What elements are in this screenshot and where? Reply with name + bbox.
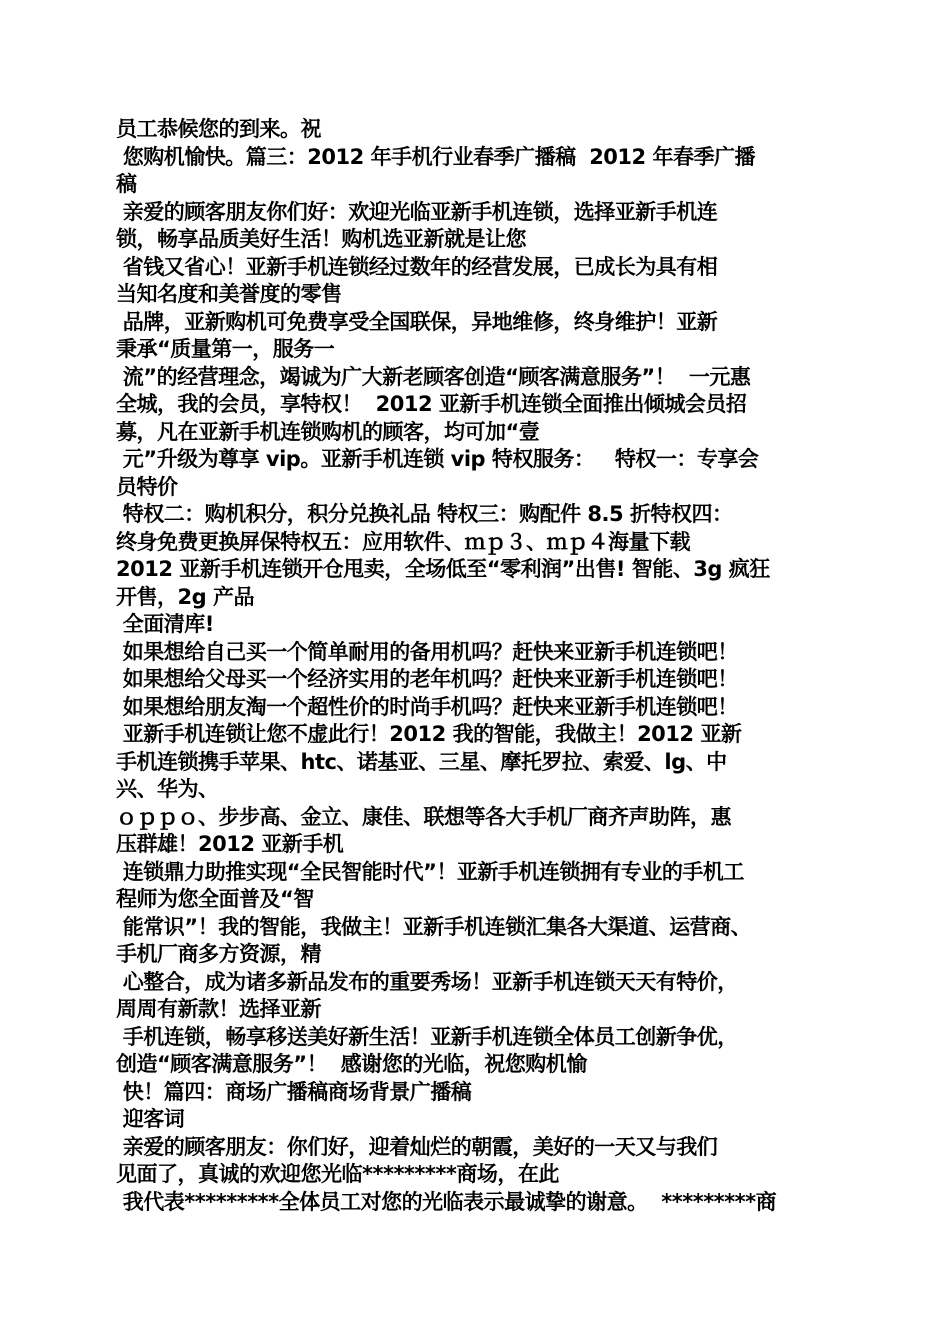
text-line: 如果想给朋友淘一个超性价的时尚手机吗？赶快来亚新手机连锁吧！ — [116, 694, 738, 719]
text-line: ｏｐｐｏ、步步高、金立、康佳、联想等各大手机厂商齐声助阵，惠 — [116, 804, 731, 829]
text-line: 手机连锁，畅享移送美好新生活！亚新手机连锁全体员工创新争优， — [116, 1024, 738, 1049]
text-line: 稿 — [116, 172, 137, 196]
text-line: 员工恭候您的到来。祝 — [116, 117, 321, 141]
text-line: 程师为您全面普及“智 — [116, 887, 314, 911]
text-line: 省钱又省心！亚新手机连锁经过数年的经营发展，已成长为具有相 — [116, 254, 718, 279]
text-line: 亲爱的顾客朋友：你们好，迎着灿烂的朝霞，美好的一天又与我们 — [116, 1134, 718, 1159]
text-line: 心整合，成为诸多新品发布的重要秀场！亚新手机连锁天天有特价， — [116, 969, 738, 994]
text-line: 全城，我的会员，享特权！ 2012 亚新手机连锁全面推出倾城会员招 — [116, 392, 747, 416]
text-line: 秉承“质量第一，服务一 — [116, 337, 335, 361]
text-line: 亲爱的顾客朋友你们好：欢迎光临亚新手机连锁，选择亚新手机连 — [116, 199, 718, 224]
text-line: 如果想给父母买一个经济实用的老年机吗？赶快来亚新手机连锁吧！ — [116, 667, 738, 691]
text-line: 我代表*********全体员工对您的光临表示最诚挚的谢意。 *********商 — [116, 1189, 777, 1214]
text-line: 品牌，亚新购机可免费享受全国联保，异地维修，终身维护！亚新 — [116, 309, 718, 334]
text-line: 亚新手机连锁让您不虚此行！2012 我的智能，我做主！2012 亚新 — [116, 722, 742, 746]
text-line: 如果想给自己买一个简单耐用的备用机吗？赶快来亚新手机连锁吧！ — [116, 639, 738, 664]
text-line: 手机厂商多方资源，精 — [116, 942, 321, 966]
text-line: 当知名度和美誉度的零售 — [116, 282, 342, 306]
text-line: 募，凡在亚新手机连锁购机的顾客，均可加“壹 — [116, 419, 540, 444]
text-line: 锁，畅享品质美好生活！购机选亚新就是让您 — [116, 227, 526, 251]
text-line: 压群雄！2012 亚新手机 — [116, 832, 344, 856]
text-line: 手机连锁携手苹果、htc、诺基亚、三星、摩托罗拉、索爱、lg、中 — [116, 749, 727, 774]
text-line: 连锁鼎力助推实现“全民智能时代”！亚新手机连锁拥有专业的手机工 — [116, 859, 744, 884]
text-line: 能常识”！我的智能，我做主！亚新手机连锁汇集各大渠道、运营商、 — [116, 914, 752, 939]
text-line: 快！篇四：商场广播稿商场背景广播稿 — [116, 1079, 472, 1104]
text-line: 兴、华为、 — [116, 777, 219, 801]
text-line: 迎客词 — [116, 1107, 185, 1131]
text-line: 流”的经营理念，竭诚为广大新老顾客创造“顾客满意服务”！ 一元惠 — [116, 364, 751, 389]
document-page — [116, 116, 838, 1216]
text-line: 员特价 — [116, 474, 178, 499]
text-line: 见面了，真诚的欢迎您光临*********商场，在此 — [116, 1162, 559, 1186]
text-line: 2012 亚新手机连锁开仓甩卖，全场低至“零利润”出售! 智能、3g 疯狂 — [116, 557, 770, 581]
text-line: 创造“顾客满意服务”！ 感谢您的光临，祝您购机愉 — [116, 1052, 587, 1076]
text-line: 元”升级为尊享 vip。亚新手机连锁 vip 特权服务： 特权一：专享会 — [116, 447, 759, 471]
text-line: 开售，2g 产品 — [116, 584, 254, 609]
text-line: 您购机愉快。篇三：2012 年手机行业春季广播稿 2012 年春季广播 — [116, 144, 755, 169]
text-line: 终身免费更换屏保特权五：应用软件、ｍｐ３、ｍｐ４海量下载 — [116, 529, 690, 554]
text-line: 全面清库! — [116, 612, 214, 636]
text-line: 特权二：购机积分，积分兑换礼品 特权三：购配件 8.5 折特权四： — [116, 502, 733, 526]
text-line: 周周有新款！选择亚新 — [116, 997, 321, 1021]
